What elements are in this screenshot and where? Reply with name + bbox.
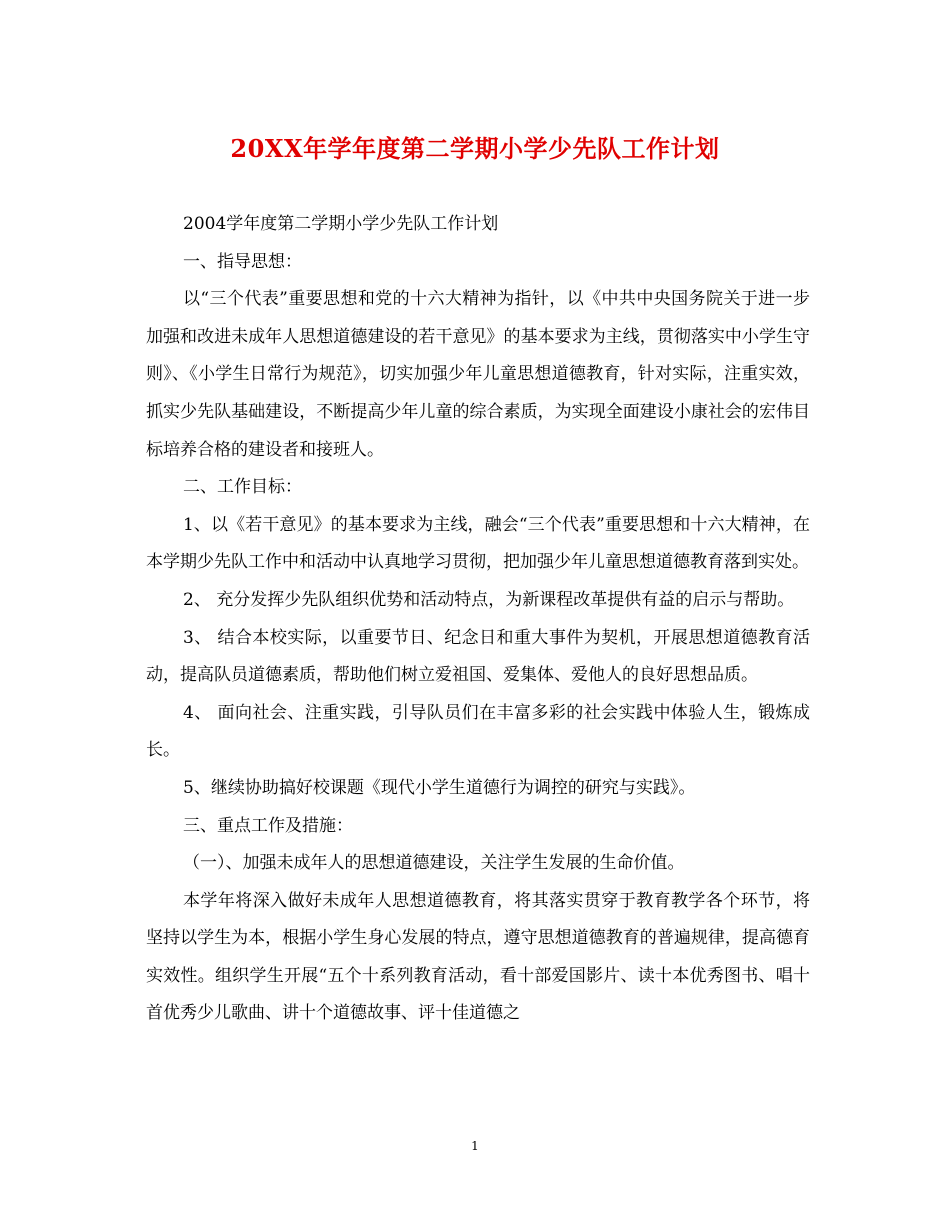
- goal-item-4: 4、 面向社会、注重实践，引导队员们在丰富多彩的社会实践中体验人生，锻炼成长。: [146, 702, 810, 761]
- goal-item-5: 5、继续协助搞好校课题《现代小学生道德行为调控的研究与实践》。: [183, 777, 696, 798]
- section-heading-work-goals: 二、工作目标：: [183, 477, 302, 498]
- page-number: 1: [471, 1139, 479, 1153]
- goal-item-3: 3、 结合本校实际，以重要节日、纪念日和重大事件为契机，开展思想道德教育活动，提高队员道德素质，帮助他们树立爱祖国、爱集体、爱他人的良好思想品质。: [146, 627, 810, 686]
- paragraph-subtitle: 2004学年度第二学期小学少先队工作计划: [183, 214, 499, 234]
- goal-item-1: 1、以《若干意见》的基本要求为主线，融会“三个代表”重要思想和十六大精神，在本学期少先队工作中和活动中认真地学习贯彻，把加强少年儿童思想道德教育落到实处。: [146, 514, 810, 573]
- document-title: 20XX年学年度第二学期小学少先队工作计划: [230, 134, 720, 163]
- document-body: [146, 206, 810, 1033]
- paragraph-key-work-1: 本学年将深入做好未成年人思想道德教育，将其落实贯穿于教育教学各个环节，将坚持以学生为本，根据小学生身心发展的特点，遵守思想道德教育的普遍规律，提高德育实效性。组织学生开展“五个十系列教育活动，看十部爱国影片、读十本优秀图书、唱十首优秀少儿歌曲、讲十个道德故事、评十佳道德之: [146, 890, 810, 1024]
- subsection-heading-1: （一）、加强未成年人的思想道德建设，关注学生发展的生命价值。: [183, 853, 685, 874]
- goal-item-2: 2、 充分发挥少先队组织优势和活动特点，为新课程改革提供有益的启示与帮助。: [183, 589, 795, 610]
- section-heading-key-work: 三、重点工作及措施：: [183, 815, 353, 836]
- paragraph-guiding-ideology: 以“三个代表”重要思想和党的十六大精神为指针，以《中共中央国务院关于进一步加强和改进未成年人思想道德建设的若干意见》的基本要求为主线，贯彻落实中小学生守则》、《小学生日常行为规范》，切实加强少年儿童思想道德教育，针对实际，注重实效，抓实少先队基础建设，不断提高少年儿童的综合素质，为实现全面建设小康社会的宏伟目标培养合格的建设者和接班人。: [146, 289, 810, 460]
- section-heading-guiding-ideology: 一、指导思想：: [183, 251, 302, 272]
